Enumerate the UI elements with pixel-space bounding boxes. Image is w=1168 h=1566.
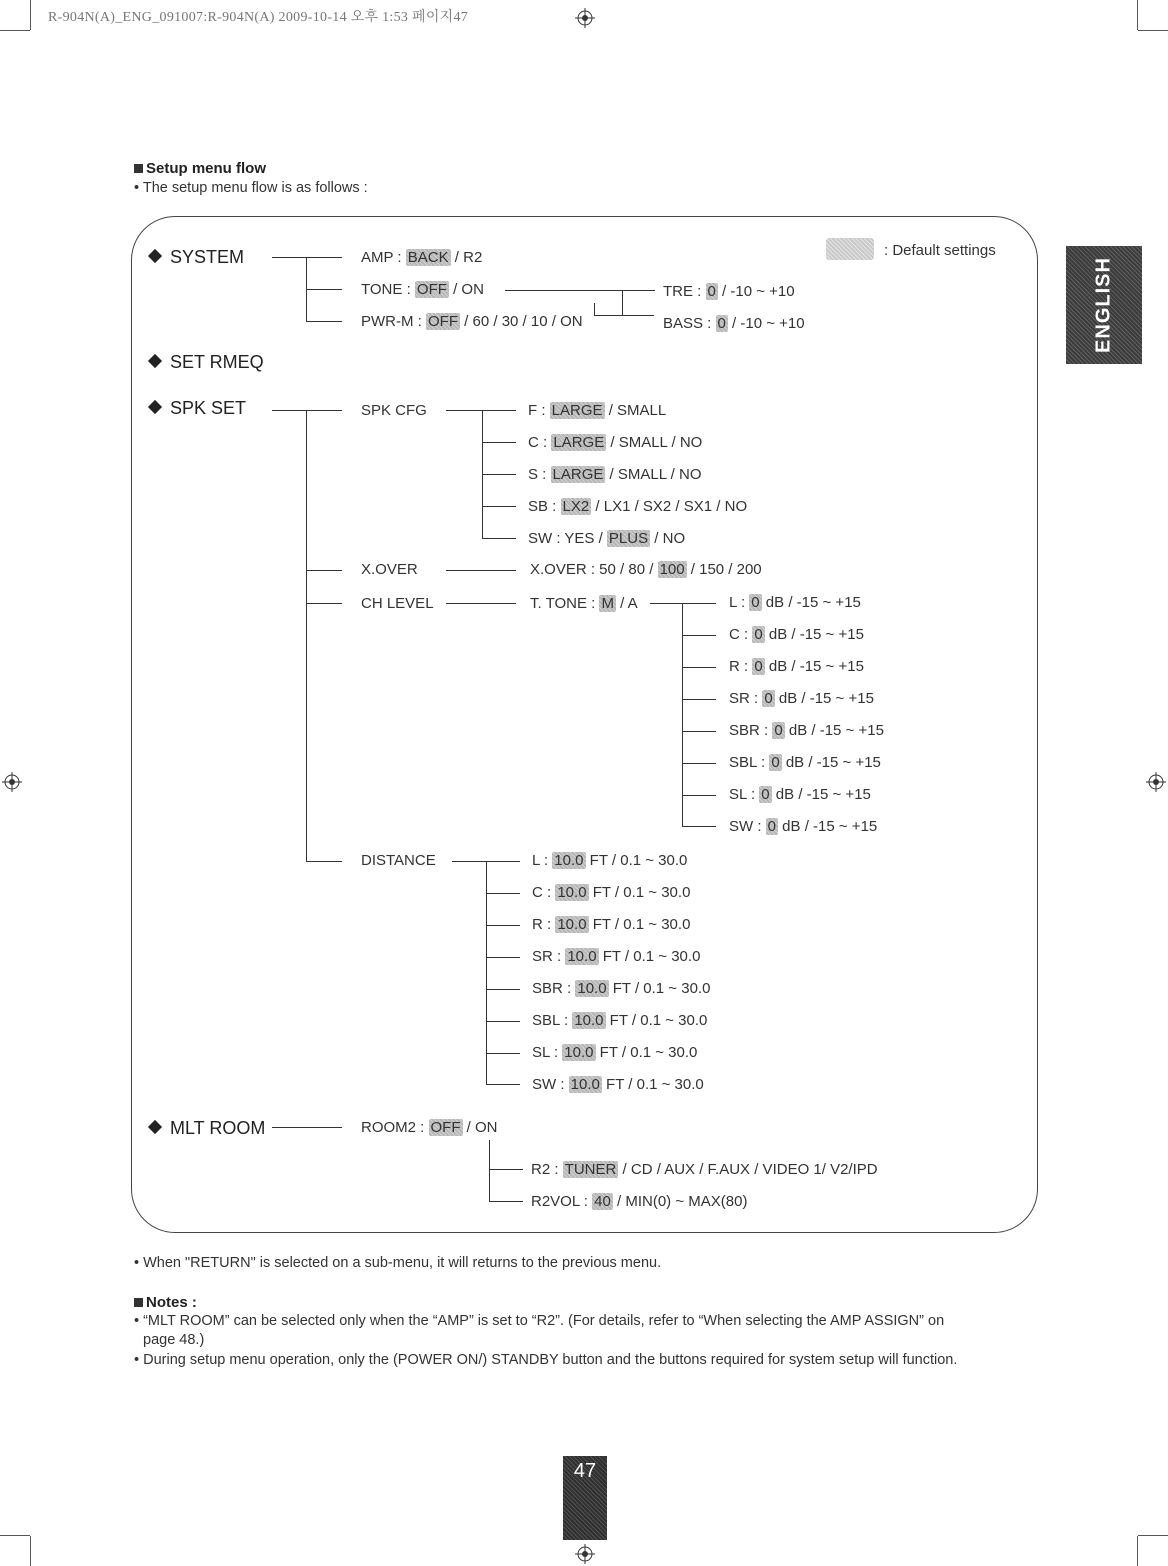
- diamond-bullet-icon: [148, 400, 162, 414]
- crop-mark: [30, 1536, 31, 1566]
- default-value: 40: [594, 1193, 611, 1210]
- connector: [505, 290, 655, 291]
- option-text: dB / -15 ~ +15: [778, 818, 878, 835]
- option-text: SW :: [532, 1076, 569, 1093]
- note-item: page 48.): [143, 1332, 205, 1348]
- connector: [486, 893, 520, 894]
- option-text: R :: [729, 658, 753, 675]
- section-title: [134, 160, 266, 177]
- default-value: 100: [659, 561, 685, 578]
- crop-mark: [1137, 1536, 1138, 1566]
- connector: [306, 861, 342, 862]
- option-text: dB / -15 ~ +15: [764, 626, 864, 643]
- square-bullet-icon: [134, 1298, 143, 1307]
- option-text: dB / -15 ~ +15: [771, 786, 871, 803]
- cfg-surround-back[interactable]: [528, 498, 747, 516]
- diamond-bullet-icon: [148, 1120, 162, 1134]
- level-c[interactable]: [729, 626, 864, 644]
- default-value: LX2: [562, 498, 590, 515]
- option-text: / SMALL: [604, 402, 667, 419]
- connector: [306, 410, 307, 862]
- option-text: / CD / AUX / F.AUX / VIDEO 1/ V2/IPD: [618, 1161, 878, 1178]
- option-text: T. TONE :: [530, 595, 600, 612]
- option-text: / ON: [462, 1119, 498, 1136]
- page-number: 47: [573, 1460, 597, 1482]
- option-text: dB / -15 ~ +15: [764, 658, 864, 675]
- option-text: / 150 / 200: [686, 561, 762, 578]
- option-text: C :: [729, 626, 753, 643]
- cfg-center[interactable]: [528, 434, 702, 452]
- option-text: FT / 0.1 ~ 30.0: [601, 1076, 704, 1093]
- default-value: LARGE: [553, 434, 605, 451]
- option-text: SR :: [532, 948, 566, 965]
- default-value: 10.0: [570, 1076, 600, 1093]
- default-value: 10.0: [557, 916, 587, 933]
- option-text: R2 :: [531, 1161, 563, 1178]
- option-text: / A: [615, 595, 638, 612]
- option-text: SL :: [532, 1044, 563, 1061]
- default-value: 0: [761, 786, 770, 803]
- connector: [446, 410, 516, 411]
- cfg-front[interactable]: [528, 402, 666, 420]
- default-value: PLUS: [608, 530, 649, 547]
- cfg-surround[interactable]: [528, 466, 702, 484]
- connector: [272, 1127, 342, 1128]
- square-bullet-icon: [134, 164, 143, 173]
- legend-text: : Default settings: [884, 242, 996, 259]
- connector: [489, 1201, 523, 1202]
- connector: [489, 1140, 490, 1201]
- default-swatch-icon: [826, 238, 874, 260]
- option-text: FT / 0.1 ~ 30.0: [605, 1012, 708, 1029]
- option-text: S :: [528, 466, 551, 483]
- connector: [486, 925, 520, 926]
- option-text: dB / -15 ~ +15: [784, 722, 884, 739]
- crop-mark: [1138, 1535, 1168, 1536]
- distance-c[interactable]: [532, 884, 690, 902]
- category-set-rmeq: [146, 352, 264, 372]
- default-value: TUNER: [564, 1161, 617, 1178]
- default-value: 10.0: [567, 948, 597, 965]
- option-text: dB / -15 ~ +15: [781, 754, 881, 771]
- print-slug: R-904N(A)_ENG_091007:R-904N(A) 2009-10-14 오후 1:53 페이지47: [48, 10, 469, 25]
- option-text: SW :: [729, 818, 766, 835]
- option-text: ROOM2 :: [361, 1119, 429, 1136]
- option-text: SR :: [729, 690, 763, 707]
- option-text: TONE :: [361, 281, 415, 298]
- room2-option[interactable]: [361, 1119, 498, 1137]
- option-text: R2VOL :: [531, 1193, 593, 1210]
- option-text: SB :: [528, 498, 561, 515]
- crop-mark: [0, 30, 30, 31]
- option-text: FT / 0.1 ~ 30.0: [598, 948, 701, 965]
- tone-option[interactable]: [361, 281, 484, 299]
- option-text: FT / 0.1 ~ 30.0: [608, 980, 711, 997]
- option-text: / SMALL / NO: [605, 466, 702, 483]
- option-text: F :: [528, 402, 550, 419]
- level-sr[interactable]: [729, 690, 874, 708]
- registration-mark-icon: [2, 772, 22, 792]
- level-sbr[interactable]: [729, 722, 884, 740]
- option-text: / -10 ~ +10: [717, 283, 795, 300]
- connector: [622, 290, 623, 315]
- option-text: dB / -15 ~ +15: [774, 690, 874, 707]
- note-item: • “MLT ROOM” can be selected only when the “AMP” is set to “R2”. (For details, refer to “When selecting the AMP ASSIGN” on: [134, 1313, 945, 1329]
- connector: [486, 1053, 520, 1054]
- connector: [489, 1169, 523, 1170]
- connector: [594, 303, 595, 315]
- option-text: / 60 / 30 / 10 / ON: [460, 313, 583, 330]
- option-text: dB / -15 ~ +15: [761, 594, 861, 611]
- option-text: AMP :: [361, 249, 406, 266]
- default-value: 0: [717, 315, 726, 332]
- connector: [306, 570, 342, 571]
- option-text: C :: [528, 434, 552, 451]
- option-text: FT / 0.1 ~ 30.0: [585, 852, 688, 869]
- option-text: / MIN(0) ~ MAX(80): [612, 1193, 748, 1210]
- category-system-label: SYSTEM: [170, 247, 245, 267]
- option-text: SBR :: [532, 980, 576, 997]
- connector: [594, 315, 654, 316]
- spk-cfg-label[interactable]: SPK CFG: [361, 402, 427, 419]
- default-value: BACK: [407, 249, 449, 266]
- option-text: R :: [532, 916, 556, 933]
- return-note: • When "RETURN" is selected on a sub-menu, it will returns to the previous menu.: [134, 1255, 662, 1271]
- default-value: OFF: [416, 281, 447, 298]
- connector: [306, 603, 342, 604]
- r2-source-option[interactable]: [531, 1161, 878, 1179]
- connector: [306, 321, 342, 322]
- distance-sw[interactable]: [532, 1076, 704, 1094]
- default-value: 0: [754, 626, 763, 643]
- connector: [272, 410, 342, 411]
- distance-sbr[interactable]: [532, 980, 710, 998]
- option-text: SW : YES /: [528, 530, 607, 547]
- option-text: C :: [532, 884, 556, 901]
- connector: [682, 699, 716, 700]
- default-value: 0: [764, 690, 773, 707]
- language-tab: [1066, 246, 1142, 364]
- connector: [650, 603, 716, 604]
- diamond-bullet-icon: [148, 249, 162, 263]
- language-tab-label: ENGLISH: [1092, 257, 1115, 353]
- default-value: OFF: [428, 313, 458, 330]
- connector: [446, 603, 516, 604]
- default-value: 10.0: [574, 1012, 604, 1029]
- level-sbl[interactable]: [729, 754, 881, 772]
- default-value: OFF: [430, 1119, 461, 1136]
- level-sl[interactable]: [729, 786, 871, 804]
- option-text: BASS :: [663, 315, 716, 332]
- connector: [272, 257, 342, 258]
- level-sw[interactable]: [729, 818, 877, 836]
- connector: [682, 795, 716, 796]
- option-text: TRE :: [663, 283, 706, 300]
- option-text: L :: [729, 594, 750, 611]
- default-value: LARGE: [552, 466, 604, 483]
- distance-l[interactable]: [532, 852, 687, 870]
- category-set-rmeq-label: SET RMEQ: [170, 352, 264, 372]
- bass-option[interactable]: [663, 315, 805, 333]
- connector: [682, 635, 716, 636]
- treble-option[interactable]: [663, 283, 795, 301]
- option-text: SL :: [729, 786, 760, 803]
- connector: [482, 474, 516, 475]
- page-number-block: [563, 1456, 607, 1540]
- connector: [486, 1084, 520, 1085]
- distance-sbl[interactable]: [532, 1012, 707, 1030]
- default-value: M: [601, 595, 614, 612]
- default-value: 0: [767, 818, 777, 835]
- registration-mark-icon: [575, 1544, 595, 1564]
- option-text: PWR-M :: [361, 313, 426, 330]
- distance-sl[interactable]: [532, 1044, 697, 1062]
- connector: [446, 570, 516, 571]
- notes-title: [134, 1294, 197, 1311]
- connector: [482, 538, 516, 539]
- crop-mark: [0, 1535, 30, 1536]
- connector: [486, 1021, 520, 1022]
- note-item: • During setup menu operation, only the (POWER ON/) STANDBY button and the buttons required for system setup will function.: [134, 1352, 958, 1368]
- connector: [682, 603, 683, 827]
- option-text: / ON: [448, 281, 484, 298]
- category-spk-set-label: SPK SET: [170, 398, 247, 418]
- level-l[interactable]: [729, 594, 861, 612]
- connector: [682, 763, 716, 764]
- option-text: SBL :: [729, 754, 770, 771]
- default-value: 0: [774, 722, 783, 739]
- option-text: FT / 0.1 ~ 30.0: [588, 884, 691, 901]
- section-title-text: Setup menu flow: [146, 160, 266, 177]
- r2-volume-option[interactable]: [531, 1193, 747, 1211]
- category-spk-set: [146, 398, 246, 418]
- amp-option[interactable]: [361, 249, 482, 267]
- registration-mark-icon: [575, 8, 595, 28]
- connector: [682, 731, 716, 732]
- connector: [682, 667, 716, 668]
- diamond-bullet-icon: [148, 354, 162, 368]
- category-system: [146, 247, 244, 267]
- option-text: / -10 ~ +10: [727, 315, 805, 332]
- xover-label[interactable]: X.OVER: [361, 561, 418, 578]
- crop-mark: [30, 0, 31, 30]
- option-text: L :: [532, 852, 553, 869]
- test-tone-option[interactable]: [530, 595, 638, 613]
- pwrm-option[interactable]: [361, 313, 583, 331]
- crop-mark: [1137, 0, 1138, 30]
- default-value: 0: [751, 594, 760, 611]
- default-value: LARGE: [551, 402, 603, 419]
- default-value: 10.0: [554, 852, 584, 869]
- connector: [486, 989, 520, 990]
- default-value: 10.0: [557, 884, 587, 901]
- connector: [482, 506, 516, 507]
- xover-option[interactable]: [530, 561, 762, 579]
- default-value: 0: [771, 754, 780, 771]
- distance-sr[interactable]: [532, 948, 700, 966]
- connector: [486, 861, 487, 1085]
- section-intro: • The setup menu flow is as follows :: [134, 180, 368, 196]
- distance-r[interactable]: [532, 916, 690, 934]
- option-text: / SMALL / NO: [606, 434, 703, 451]
- registration-mark-icon: [1146, 772, 1166, 792]
- default-value: 0: [707, 283, 716, 300]
- distance-label[interactable]: DISTANCE: [361, 852, 436, 869]
- option-text: / R2: [450, 249, 483, 266]
- connector: [306, 289, 342, 290]
- level-r[interactable]: [729, 658, 864, 676]
- option-text: / NO: [650, 530, 686, 547]
- cfg-subwoofer[interactable]: [528, 530, 685, 548]
- option-text: FT / 0.1 ~ 30.0: [595, 1044, 698, 1061]
- category-mlt-room: [146, 1118, 265, 1138]
- default-value: 10.0: [577, 980, 607, 997]
- default-value: 10.0: [564, 1044, 594, 1061]
- ch-level-label[interactable]: CH LEVEL: [361, 595, 434, 612]
- default-value: 0: [754, 658, 763, 675]
- option-text: SBR :: [729, 722, 773, 739]
- connector: [482, 442, 516, 443]
- option-text: SBL :: [532, 1012, 573, 1029]
- connector: [682, 826, 716, 827]
- option-text: / LX1 / SX2 / SX1 / NO: [591, 498, 748, 515]
- notes-title-text: Notes :: [146, 1294, 197, 1311]
- option-text: X.OVER : 50 / 80 /: [530, 561, 658, 578]
- crop-mark: [1138, 30, 1168, 31]
- option-text: FT / 0.1 ~ 30.0: [588, 916, 691, 933]
- connector: [486, 957, 520, 958]
- category-mlt-room-label: MLT ROOM: [170, 1118, 266, 1138]
